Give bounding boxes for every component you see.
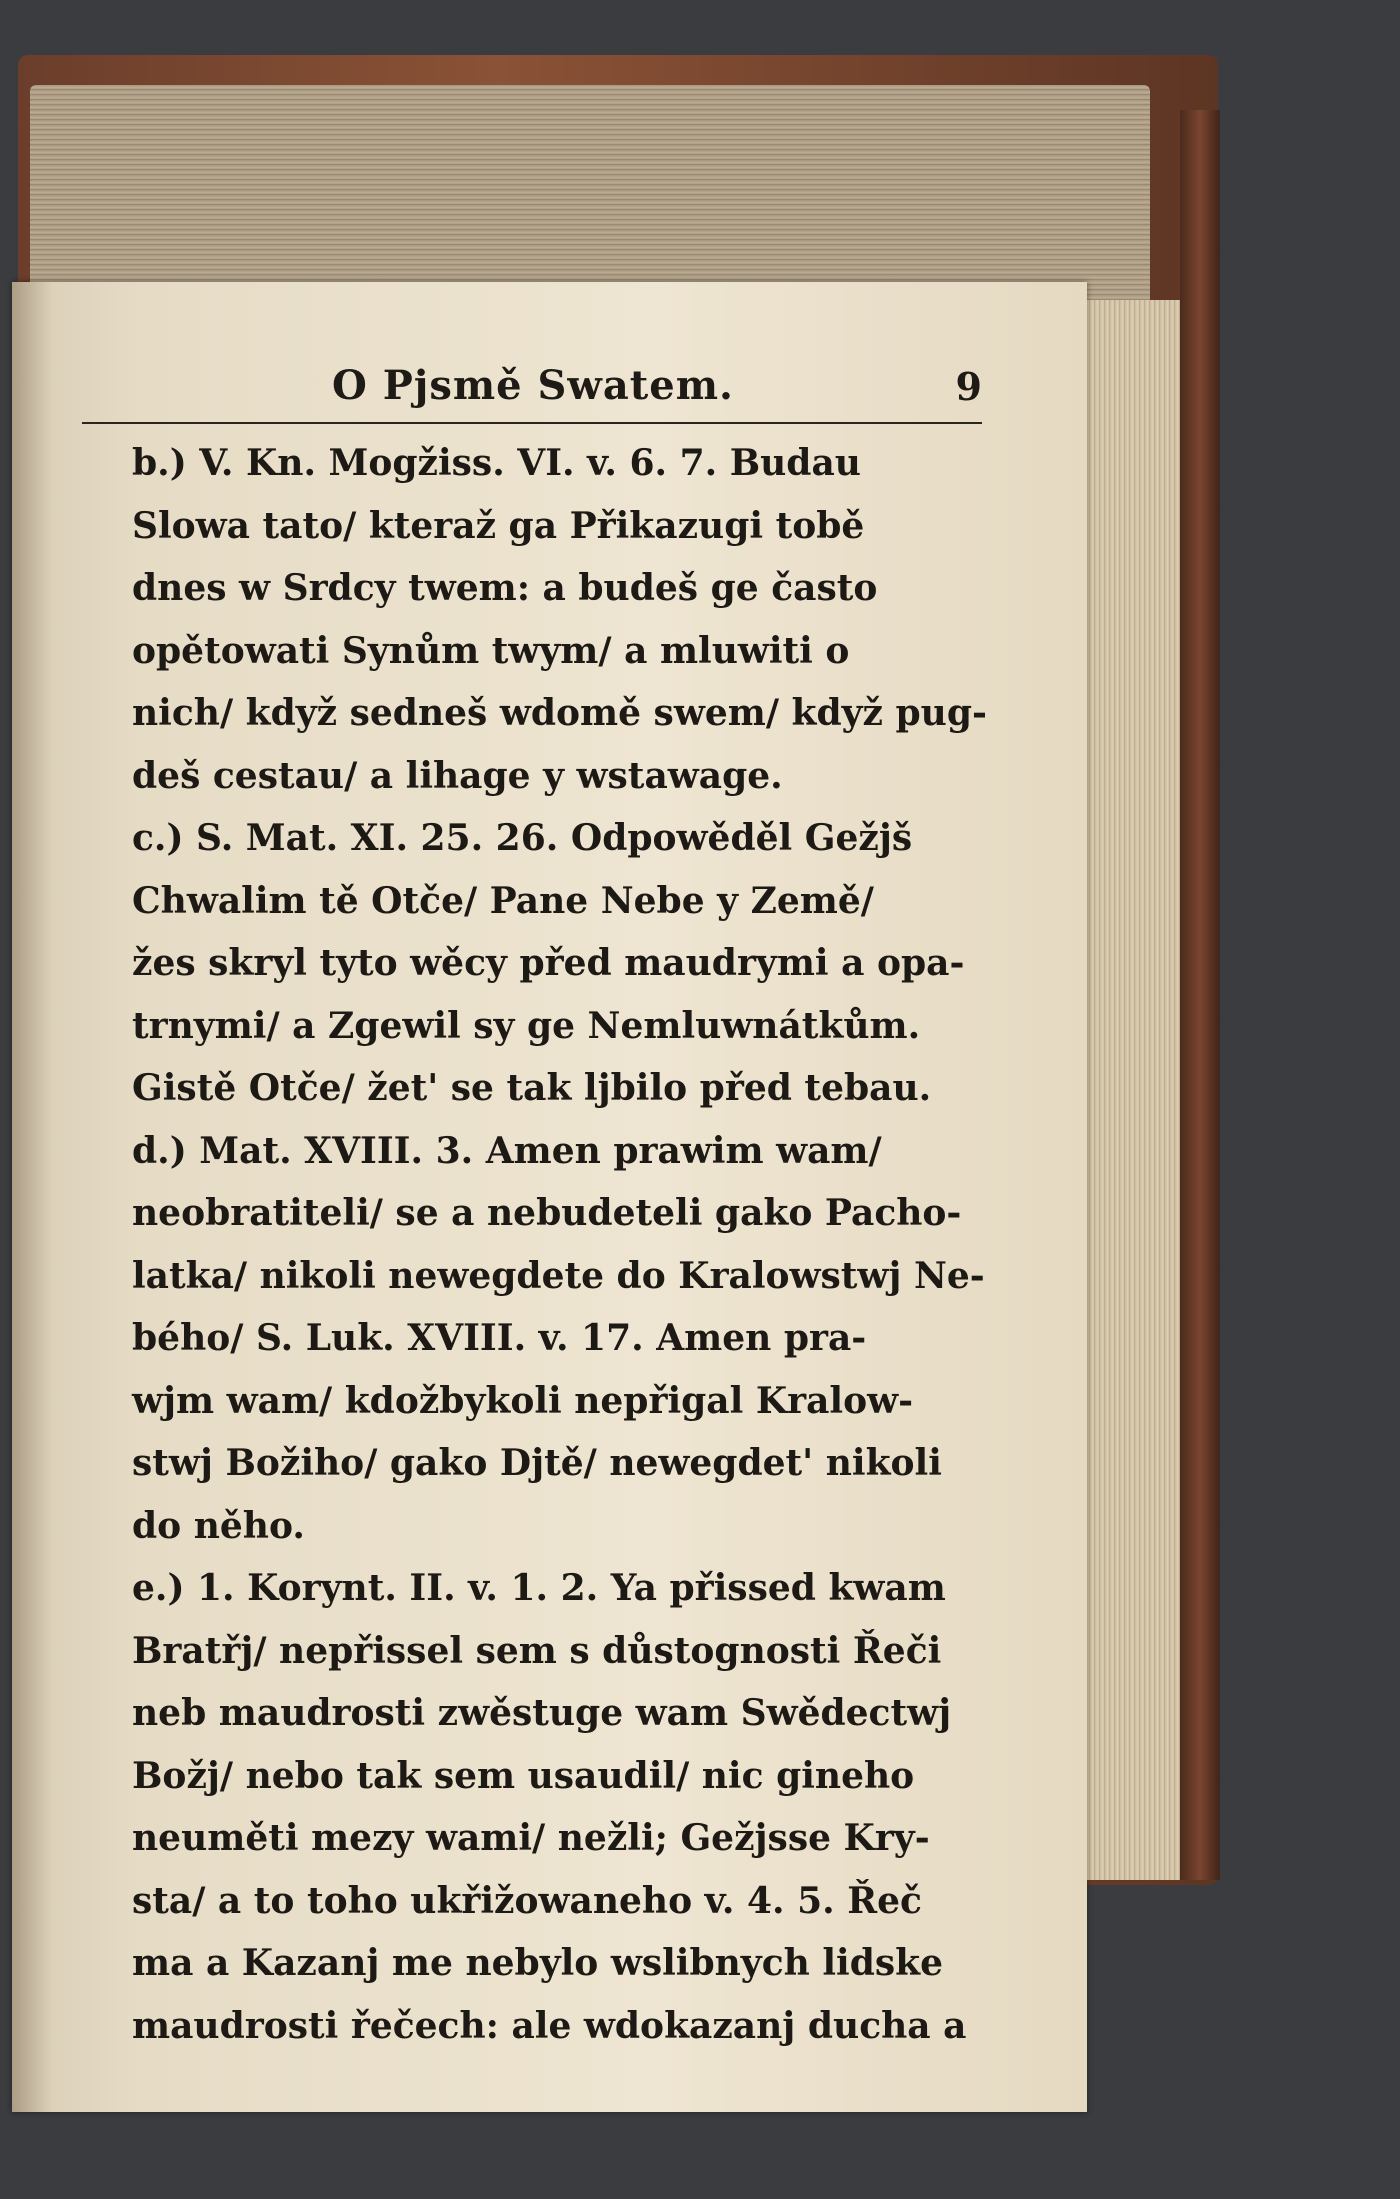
text-line: do něho. xyxy=(132,1504,305,1547)
text-line: nich/ když sedneš wdomě swem/ když pug- xyxy=(132,692,987,734)
text-line: maudrosti řečech: ale wdokazanj ducha a xyxy=(132,2004,967,2047)
text-line: Gistě Otče/ žet' se tak ljbilo před tebau. xyxy=(132,1067,932,1109)
text-line: sta/ a to toho ukřižowaneho v. 4. 5. Řeč xyxy=(132,1879,922,1922)
text-line: wjm wam/ kdožbykoli nepřigal Kralow- xyxy=(132,1379,914,1422)
running-title: O Pjsmě Swatem. xyxy=(332,362,734,409)
text-line: c.) S. Mat. XI. 25. 26. Odpowěděl Gežjš xyxy=(132,817,913,859)
text-line: stwj Božiho/ gako Djtě/ newegdet' nikoli xyxy=(132,1442,942,1484)
gutter-shadow xyxy=(12,282,52,2112)
paragraph-d xyxy=(132,1120,992,1558)
text-line: opětowati Synům twym/ a mluwiti o xyxy=(132,629,850,672)
running-header xyxy=(82,362,982,424)
text-line: neobratiteli/ se a nebudeteli gako Pacho- xyxy=(132,1192,962,1234)
text-line: deš cestau/ a lihage y wstawage. xyxy=(132,754,783,797)
paragraph-c xyxy=(132,807,992,1120)
text-line: dnes w Srdcy twem: a budeš ge často xyxy=(132,567,878,609)
text-line: trnymi/ a Zgewil sy ge Nemluwnátkům. xyxy=(132,1004,921,1047)
text-line: e.) 1. Korynt. II. v. 1. 2. Ya přissed kwam xyxy=(132,1567,946,1609)
text-line: Chwalim tě Otče/ Pane Nebe y Země/ xyxy=(132,879,874,922)
book-page xyxy=(12,282,1087,2112)
text-line: Božj/ nebo tak sem usaudil/ nic gineho xyxy=(132,1754,915,1797)
text-line: Slowa tato/ kteraž ga Přikazugi tobě xyxy=(132,504,865,547)
text-line: neuměti mezy wami/ nežli; Gežjsse Kry- xyxy=(132,1817,930,1859)
text-line: ma a Kazanj me nebylo wslibnych lidske xyxy=(132,1942,943,1984)
paragraph-b xyxy=(132,432,992,807)
book-spine xyxy=(1180,110,1220,1880)
text-line: b.) V. Kn. Mogžiss. VI. v. 6. 7. Budau xyxy=(132,442,861,484)
text-line: latka/ nikoli newegdete do Kralowstwj Ne- xyxy=(132,1254,985,1297)
text-line: d.) Mat. XVIII. 3. Amen prawim wam/ xyxy=(132,1129,882,1172)
text-line: neb maudrosti zwěstuge wam Swědectwj xyxy=(132,1692,952,1734)
text-line: žes skryl tyto wěcy před maudrymi a opa- xyxy=(132,942,965,984)
body-text xyxy=(132,432,992,2057)
paragraph-e xyxy=(132,1557,992,2057)
text-line: bého/ S. Luk. XVIII. v. 17. Amen pra- xyxy=(132,1317,867,1359)
page-number: 9 xyxy=(955,364,982,409)
text-line: Bratřj/ nepřissel sem s důstognosti Řeči xyxy=(132,1629,942,1672)
